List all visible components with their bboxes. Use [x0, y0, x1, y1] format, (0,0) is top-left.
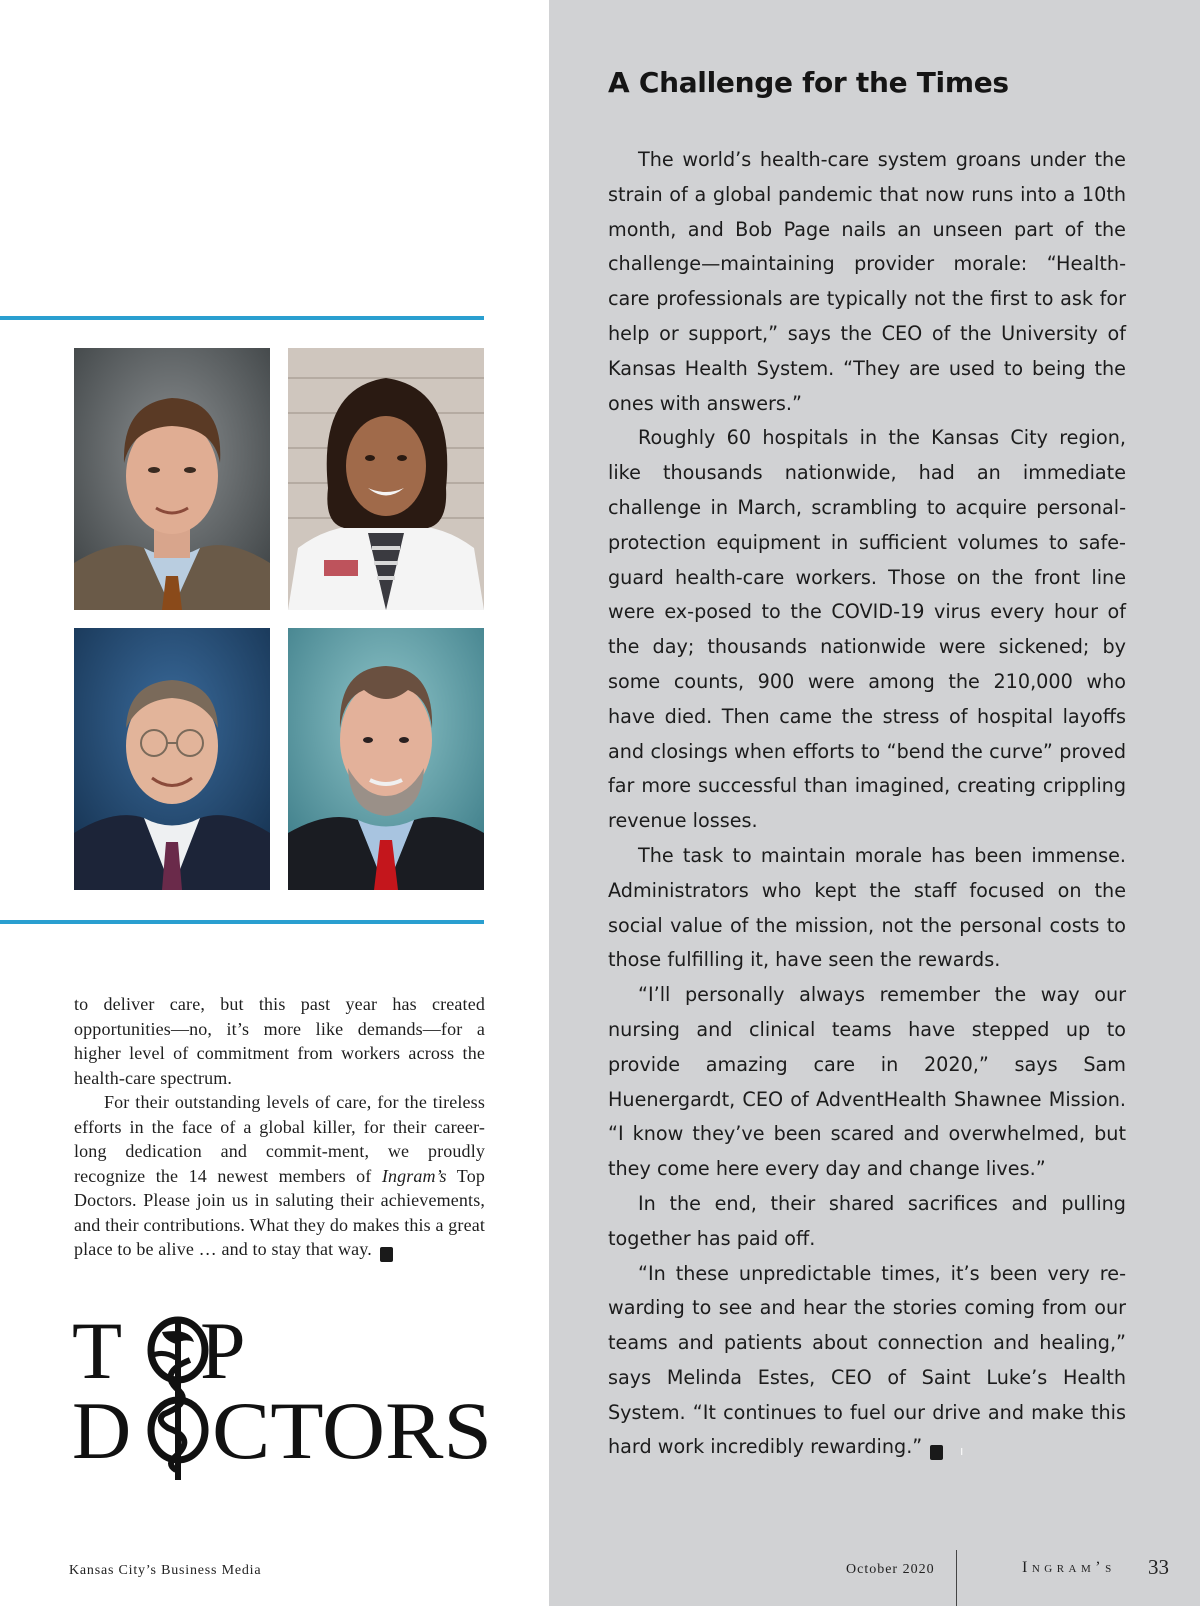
footer-publication-name: Ingram’s	[1022, 1559, 1116, 1576]
doctor-photo-4	[288, 628, 484, 890]
publication-name-italic: Ingram’s	[381, 1165, 447, 1186]
doctor-photo-2	[288, 348, 484, 610]
article-paragraph-6: “In these unpredictable times, it’s been very re-warding to see and hear the stories coming from our teams and patients about connection and healing,” says Melinda Estes, CEO of Saint Luke’s Health System. “It continues to fuel our drive and make this hard work incredibly rewarding.” I	[608, 1261, 1126, 1459]
doctor-photo-3	[74, 628, 270, 890]
article-paragraph-5: In the end, their shared sacrifices and pulling together has paid off.	[608, 1191, 1126, 1250]
article-heading: A Challenge for the Times	[608, 66, 1009, 99]
footer-issue-date: October 2020	[846, 1562, 935, 1577]
caduceus-icon	[150, 1318, 205, 1480]
article-body	[608, 143, 1126, 1465]
footer-tagline: Kansas City’s Business Media	[69, 1563, 262, 1578]
footer-divider	[956, 1550, 957, 1606]
left-paragraph-2: For their outstanding levels of care, for the tireless efforts in the face of a global killer, for their career-long dedication and commit-ment, we proudly recognize the 14 newest members of Ingram’s Top Doctors. Please join us in saluting their achievements, and their contributions. What they do makes this a great place to be alive … and to stay that way. I	[74, 1092, 485, 1260]
top-accent-rule	[0, 316, 484, 320]
doctor-photo-1	[74, 348, 270, 610]
article-paragraph-3: The task to maintain morale has been immense. Administrators who kept the staff focused on the social value of the mission, not the personal costs to those fulfilling it, have seen the rewards.	[608, 843, 1126, 972]
logo-letters-ctors: CTORS	[212, 1385, 492, 1476]
article-paragraph-1: The world’s health-care system groans under the strain of a global pandemic that now runs into a 10th month, and Bob Page nails an unseen part of the challenge—maintaining provider morale: “Health-care professionals are typically not the first to ask for help or support,” says the CEO of the University of Kansas Health System. “They are used to being the ones with answers.”	[608, 148, 1126, 415]
left-paragraph-1: to deliver care, but this past year has created opportunities—no, it’s more like demands—for a higher level of commitment from workers across the health-care spectrum.	[74, 994, 485, 1088]
left-column-text	[74, 992, 485, 1262]
top-doctors-logo	[72, 1310, 492, 1482]
page-number: 33	[1148, 1555, 1169, 1579]
article-paragraph-2: Roughly 60 hospitals in the Kansas City region, like thousands nationwide, had an immediate challenge in March, scrambling to acquire personal-protection equipment in sufficient volumes to safe-guard health-care workers. Those on the front line were ex-posed to the COVID-19 virus every hour of the day; thousands nationwide were sickened; by some counts, 900 were among the 210,000 who have died. Then came the stress of hospital layoffs and closings when efforts to “bend the curve” proved far more successful than imagined, creating crippling revenue losses.	[608, 426, 1126, 833]
logo-letter-p: P	[200, 1310, 246, 1396]
article-end-mark: I	[930, 1445, 943, 1460]
article-paragraph-4: “I’ll personally always remember the way our nursing and clinical teams have stepped up to provide amazing care in 2020,” says Sam Huenergardt, CEO of AdventHealth Shawnee Mission. “I know they’ve been scared and overwhelmed, but they come here every day and change lives.”	[608, 983, 1126, 1181]
logo-letter-d: D	[72, 1385, 132, 1476]
logo-letter-t: T	[72, 1310, 123, 1396]
end-of-story-mark: I	[380, 1247, 393, 1262]
bottom-accent-rule	[0, 920, 484, 924]
